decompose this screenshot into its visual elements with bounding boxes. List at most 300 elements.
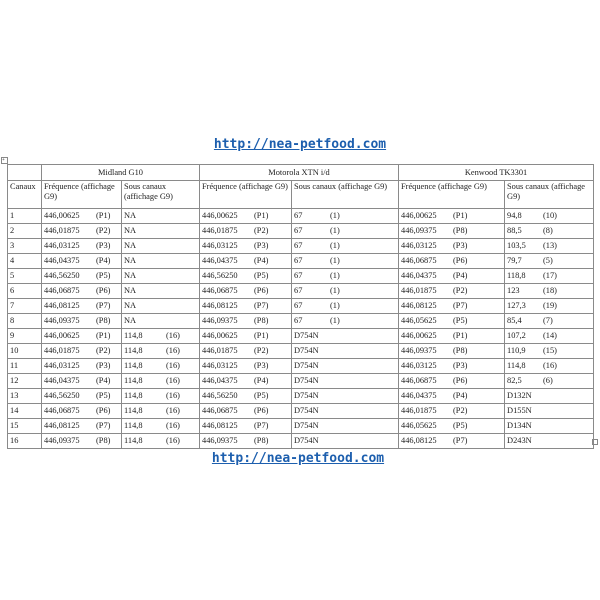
cell-kenwood-sub-ks: 127,3	[507, 301, 526, 310]
cell-motorola-sub	[292, 344, 399, 359]
cell-kenwood-freq	[399, 239, 505, 254]
cell-midland-sub-msc: (16)	[166, 376, 180, 385]
cell-kenwood-freq-kf: 446,01875	[401, 286, 437, 295]
cell-motorola-freq	[200, 314, 292, 329]
cell-kenwood-freq-kp: (P4)	[453, 271, 468, 280]
cell-kenwood-sub	[505, 374, 594, 389]
cell-kenwood-sub-ksc: (15)	[543, 346, 557, 355]
cell-kenwood-freq	[399, 434, 505, 449]
cell-motorola-sub-osc: (1)	[330, 271, 340, 280]
cell-canal-c: 12	[10, 376, 19, 385]
cell-kenwood-sub-ks: 118,8	[507, 271, 526, 280]
cell-midland-sub-ms: 114,8	[124, 391, 143, 400]
cell-motorola-freq-of: 446,09375	[202, 436, 238, 445]
table-row	[8, 209, 594, 224]
cell-motorola-sub-osc: (1)	[330, 211, 340, 220]
cell-motorola-sub-os: 67	[294, 271, 303, 280]
cell-motorola-freq	[200, 329, 292, 344]
header-midland-sub: Sous canaux (affichage G9)	[122, 181, 200, 209]
cell-motorola-sub	[292, 419, 399, 434]
cell-kenwood-freq-kf: 446,03125	[401, 241, 437, 250]
cell-kenwood-sub	[505, 284, 594, 299]
cell-kenwood-sub-ks: 94,8	[507, 211, 522, 220]
cell-motorola-sub-os: 67	[294, 301, 303, 310]
cell-kenwood-sub-ks: 79,7	[507, 256, 522, 265]
table-row	[8, 419, 594, 434]
cell-canal-c: 15	[10, 421, 19, 430]
table-row	[8, 314, 594, 329]
cell-motorola-sub-osc: (1)	[330, 316, 340, 325]
table-row	[8, 299, 594, 314]
cell-midland-sub-ms: 114,8	[124, 436, 143, 445]
cell-midland-sub-ms: NA	[124, 286, 137, 295]
cell-motorola-freq	[200, 434, 292, 449]
cell-midland-freq-mp: (P3)	[96, 241, 111, 250]
cell-midland-sub	[122, 224, 200, 239]
cell-motorola-freq-of: 446,08125	[202, 301, 238, 310]
cell-kenwood-sub-ksc: (5)	[543, 256, 553, 265]
cell-motorola-freq	[200, 359, 292, 374]
cell-midland-freq-mp: (P8)	[96, 436, 111, 445]
cell-motorola-sub	[292, 269, 399, 284]
cell-kenwood-freq-kf: 446,05625	[401, 421, 437, 430]
cell-midland-sub-msc: (16)	[166, 361, 180, 370]
cell-canal-c: 13	[10, 391, 19, 400]
cell-kenwood-freq-kf: 446,00625	[401, 211, 437, 220]
cell-kenwood-freq	[399, 284, 505, 299]
cell-kenwood-sub-ks: 88,5	[507, 226, 522, 235]
cell-kenwood-freq	[399, 269, 505, 284]
cell-midland-freq-mp: (P6)	[96, 286, 111, 295]
cell-kenwood-sub-ks: 123	[507, 286, 520, 295]
header-motorola-freq: Fréquence (affichage G9)	[200, 181, 292, 209]
cell-kenwood-sub	[505, 359, 594, 374]
cell-canal-c: 6	[10, 286, 15, 295]
cell-kenwood-sub-ksc: (6)	[543, 376, 553, 385]
cell-motorola-freq-op: (P1)	[254, 211, 269, 220]
cell-kenwood-sub-ks: D155N	[507, 406, 532, 415]
cell-kenwood-freq-kf: 446,04375	[401, 271, 437, 280]
cell-canal-c: 5	[10, 271, 15, 280]
cell-motorola-sub	[292, 284, 399, 299]
cell-kenwood-freq-kp: (P7)	[453, 301, 468, 310]
cell-motorola-sub-os: 67	[294, 316, 303, 325]
cell-kenwood-sub-ks: 107,2	[507, 331, 526, 340]
cell-motorola-freq-op: (P2)	[254, 226, 269, 235]
cell-midland-sub-ms: 114,8	[124, 361, 143, 370]
cell-midland-freq	[42, 224, 122, 239]
cell-midland-freq-mp: (P7)	[96, 421, 111, 430]
cell-motorola-freq	[200, 419, 292, 434]
cell-kenwood-freq-kp: (P5)	[453, 316, 468, 325]
cell-motorola-freq-of: 446,04375	[202, 376, 238, 385]
cell-motorola-sub-os: D754N	[294, 436, 319, 445]
cell-kenwood-freq	[399, 329, 505, 344]
cell-kenwood-sub	[505, 254, 594, 269]
cell-midland-freq-mf: 446,56250	[44, 271, 80, 280]
cell-midland-sub-ms: 114,8	[124, 346, 143, 355]
cell-canal	[8, 224, 42, 239]
cell-midland-sub	[122, 284, 200, 299]
cell-midland-freq-mp: (P2)	[96, 346, 111, 355]
cell-midland-freq-mf: 446,03125	[44, 241, 80, 250]
cell-motorola-sub	[292, 254, 399, 269]
cell-midland-freq-mf: 446,03125	[44, 361, 80, 370]
cell-midland-freq-mp: (P1)	[96, 211, 111, 220]
url-link-bottom[interactable]: http://nea-petfood.com	[211, 451, 385, 466]
cell-canal-c: 9	[10, 331, 15, 340]
table-row	[8, 359, 594, 374]
cell-kenwood-sub	[505, 239, 594, 254]
cell-kenwood-freq-kp: (P3)	[453, 241, 468, 250]
cell-motorola-sub-os: D754N	[294, 421, 319, 430]
corner-cell	[8, 165, 42, 181]
cell-motorola-sub	[292, 299, 399, 314]
cell-midland-freq	[42, 434, 122, 449]
cell-canal	[8, 404, 42, 419]
cell-midland-sub	[122, 329, 200, 344]
cell-motorola-freq-of: 446,56250	[202, 271, 238, 280]
cell-motorola-sub-os: D754N	[294, 406, 319, 415]
cell-motorola-freq	[200, 269, 292, 284]
cell-motorola-freq-op: (P8)	[254, 436, 269, 445]
cell-motorola-sub	[292, 209, 399, 224]
cell-midland-sub-ms: NA	[124, 256, 137, 265]
cell-canal-c: 16	[10, 436, 19, 445]
cell-kenwood-sub-ksc: (10)	[543, 211, 557, 220]
cell-motorola-sub	[292, 239, 399, 254]
brand-row	[8, 165, 594, 181]
cell-midland-sub-ms: NA	[124, 316, 137, 325]
cell-midland-sub	[122, 359, 200, 374]
cell-midland-freq-mf: 446,09375	[44, 316, 80, 325]
cell-canal-c: 14	[10, 406, 19, 415]
cell-motorola-sub-os: 67	[294, 286, 303, 295]
cell-motorola-freq-of: 446,04375	[202, 256, 238, 265]
cell-kenwood-sub-ks: 114,8	[507, 361, 526, 370]
cell-midland-sub-ms: 114,8	[124, 406, 143, 415]
table-row	[8, 239, 594, 254]
cell-canal-c: 1	[10, 211, 15, 220]
cell-kenwood-freq-kp: (P6)	[453, 256, 468, 265]
cell-kenwood-freq-kf: 446,04375	[401, 391, 437, 400]
table-move-handle-icon[interactable]: +	[1, 157, 8, 164]
cell-kenwood-sub-ks: 82,5	[507, 376, 522, 385]
cell-motorola-freq-op: (P1)	[254, 331, 269, 340]
header-row	[8, 181, 594, 209]
cell-motorola-sub-os: 67	[294, 211, 303, 220]
cell-canal-c: 11	[10, 361, 19, 370]
cell-canal	[8, 254, 42, 269]
cell-kenwood-freq	[399, 374, 505, 389]
cell-kenwood-freq-kp: (P8)	[453, 346, 468, 355]
cell-midland-sub	[122, 209, 200, 224]
cell-midland-freq-mf: 446,09375	[44, 436, 80, 445]
cell-midland-freq	[42, 314, 122, 329]
cell-midland-freq-mf: 446,04375	[44, 256, 80, 265]
cell-canal-c: 8	[10, 316, 15, 325]
cell-kenwood-freq-kf: 446,03125	[401, 361, 437, 370]
cell-motorola-freq-op: (P7)	[254, 421, 269, 430]
cell-motorola-freq-of: 446,06875	[202, 406, 238, 415]
cell-kenwood-sub	[505, 389, 594, 404]
brand-midland: Midland G10	[42, 165, 200, 181]
cell-motorola-freq-of: 446,00625	[202, 211, 238, 220]
cell-kenwood-sub	[505, 299, 594, 314]
cell-midland-freq-mp: (P5)	[96, 391, 111, 400]
cell-midland-sub-ms: NA	[124, 301, 137, 310]
cell-kenwood-sub-ksc: (18)	[543, 286, 557, 295]
table-row	[8, 329, 594, 344]
header-midland-freq: Fréquence (affichage G9)	[42, 181, 122, 209]
cell-midland-sub-ms: 114,8	[124, 376, 143, 385]
cell-canal	[8, 359, 42, 374]
cell-kenwood-sub	[505, 224, 594, 239]
cell-midland-freq-mf: 446,06875	[44, 406, 80, 415]
cell-canal-c: 10	[10, 346, 19, 355]
cell-kenwood-sub	[505, 269, 594, 284]
brand-kenwood: Kenwood TK3301	[399, 165, 594, 181]
cell-kenwood-freq-kp: (P4)	[453, 391, 468, 400]
cell-midland-freq-mp: (P5)	[96, 271, 111, 280]
cell-motorola-sub	[292, 359, 399, 374]
cell-canal	[8, 269, 42, 284]
cell-midland-sub-ms: 114,8	[124, 421, 143, 430]
cell-motorola-freq-op: (P3)	[254, 361, 269, 370]
header-canaux: Canaux	[8, 181, 42, 209]
cell-midland-sub-ms: NA	[124, 271, 137, 280]
cell-motorola-sub	[292, 224, 399, 239]
cell-motorola-sub	[292, 404, 399, 419]
table-row	[8, 224, 594, 239]
cell-kenwood-freq	[399, 389, 505, 404]
cell-midland-sub-ms: NA	[124, 241, 137, 250]
cell-kenwood-freq	[399, 404, 505, 419]
cell-canal-c: 3	[10, 241, 15, 250]
cell-kenwood-freq-kf: 446,08125	[401, 436, 437, 445]
cell-canal-c: 4	[10, 256, 15, 265]
cell-motorola-freq	[200, 389, 292, 404]
cell-motorola-freq-op: (P6)	[254, 406, 269, 415]
cell-canal	[8, 299, 42, 314]
url-link-top[interactable]: http://nea-petfood.com	[213, 137, 387, 152]
cell-midland-freq	[42, 209, 122, 224]
cell-midland-sub-msc: (16)	[166, 391, 180, 400]
cell-midland-freq-mf: 446,00625	[44, 331, 80, 340]
cell-canal	[8, 344, 42, 359]
cell-kenwood-sub-ksc: (16)	[543, 361, 557, 370]
cell-midland-freq-mf: 446,06875	[44, 286, 80, 295]
table-row	[8, 434, 594, 449]
cell-motorola-freq-of: 446,06875	[202, 286, 238, 295]
cell-midland-sub	[122, 314, 200, 329]
cell-midland-sub-msc: (16)	[166, 436, 180, 445]
cell-midland-freq	[42, 344, 122, 359]
cell-canal	[8, 239, 42, 254]
cell-kenwood-freq-kp: (P5)	[453, 421, 468, 430]
cell-motorola-freq-of: 446,09375	[202, 316, 238, 325]
cell-motorola-sub	[292, 374, 399, 389]
cell-canal-c: 2	[10, 226, 15, 235]
cell-kenwood-freq	[399, 419, 505, 434]
cell-kenwood-freq-kp: (P1)	[453, 211, 468, 220]
cell-midland-freq-mp: (P4)	[96, 256, 111, 265]
cell-midland-freq	[42, 269, 122, 284]
cell-midland-freq-mp: (P3)	[96, 361, 111, 370]
table-resize-handle-icon[interactable]	[592, 439, 598, 445]
cell-midland-sub	[122, 254, 200, 269]
cell-midland-freq	[42, 404, 122, 419]
cell-midland-sub	[122, 404, 200, 419]
cell-midland-freq	[42, 299, 122, 314]
cell-kenwood-sub-ksc: (7)	[543, 316, 553, 325]
cell-kenwood-freq-kp: (P1)	[453, 331, 468, 340]
cell-kenwood-sub-ksc: (13)	[543, 241, 557, 250]
cell-midland-freq-mp: (P1)	[96, 331, 111, 340]
cell-motorola-sub-os: D754N	[294, 331, 319, 340]
cell-kenwood-freq	[399, 209, 505, 224]
cell-motorola-freq-op: (P4)	[254, 256, 269, 265]
cell-kenwood-sub-ksc: (8)	[543, 226, 553, 235]
cell-kenwood-freq	[399, 254, 505, 269]
cell-kenwood-freq-kf: 446,00625	[401, 331, 437, 340]
cell-midland-freq-mf: 446,08125	[44, 301, 80, 310]
cell-motorola-freq	[200, 284, 292, 299]
cell-kenwood-freq-kp: (P7)	[453, 436, 468, 445]
table-row	[8, 344, 594, 359]
cell-motorola-freq	[200, 239, 292, 254]
cell-motorola-sub-os: D754N	[294, 361, 319, 370]
cell-kenwood-freq-kf: 446,09375	[401, 346, 437, 355]
table-row	[8, 284, 594, 299]
cell-motorola-freq-of: 446,03125	[202, 361, 238, 370]
cell-motorola-freq-op: (P5)	[254, 391, 269, 400]
cell-midland-freq-mf: 446,08125	[44, 421, 80, 430]
cell-midland-sub-msc: (16)	[166, 421, 180, 430]
cell-kenwood-freq	[399, 344, 505, 359]
cell-canal	[8, 314, 42, 329]
cell-midland-freq	[42, 284, 122, 299]
cell-motorola-freq	[200, 344, 292, 359]
cell-motorola-freq-op: (P5)	[254, 271, 269, 280]
cell-midland-freq-mf: 446,01875	[44, 226, 80, 235]
cell-midland-sub	[122, 239, 200, 254]
cell-midland-freq	[42, 254, 122, 269]
cell-motorola-sub-os: 67	[294, 256, 303, 265]
cell-midland-freq	[42, 359, 122, 374]
cell-midland-sub-ms: NA	[124, 226, 137, 235]
table-row	[8, 374, 594, 389]
cell-midland-freq-mp: (P8)	[96, 316, 111, 325]
cell-kenwood-freq	[399, 299, 505, 314]
cell-kenwood-sub-ks: D243N	[507, 436, 532, 445]
cell-motorola-freq	[200, 254, 292, 269]
cell-kenwood-sub	[505, 419, 594, 434]
cell-midland-freq	[42, 419, 122, 434]
cell-motorola-freq	[200, 404, 292, 419]
cell-motorola-sub-osc: (1)	[330, 226, 340, 235]
cell-kenwood-sub-ksc: (19)	[543, 301, 557, 310]
cell-kenwood-sub	[505, 209, 594, 224]
table-row	[8, 404, 594, 419]
cell-midland-sub	[122, 419, 200, 434]
cell-motorola-freq	[200, 374, 292, 389]
cell-motorola-sub-osc: (1)	[330, 286, 340, 295]
cell-motorola-sub-os: 67	[294, 241, 303, 250]
cell-midland-freq	[42, 389, 122, 404]
cell-motorola-freq-of: 446,56250	[202, 391, 238, 400]
frequency-table	[7, 164, 594, 449]
cell-motorola-sub	[292, 434, 399, 449]
cell-motorola-freq	[200, 299, 292, 314]
cell-midland-freq-mf: 446,01875	[44, 346, 80, 355]
cell-midland-freq	[42, 374, 122, 389]
cell-motorola-sub-os: D754N	[294, 346, 319, 355]
cell-kenwood-freq-kp: (P3)	[453, 361, 468, 370]
cell-midland-sub	[122, 434, 200, 449]
cell-midland-sub-msc: (16)	[166, 346, 180, 355]
cell-motorola-sub-os: D754N	[294, 376, 319, 385]
cell-midland-sub	[122, 269, 200, 284]
cell-midland-freq	[42, 329, 122, 344]
cell-motorola-sub-osc: (1)	[330, 256, 340, 265]
cell-kenwood-freq	[399, 224, 505, 239]
table-row	[8, 254, 594, 269]
cell-motorola-freq-op: (P2)	[254, 346, 269, 355]
cell-kenwood-sub	[505, 434, 594, 449]
cell-motorola-freq-op: (P3)	[254, 241, 269, 250]
cell-canal	[8, 329, 42, 344]
cell-canal	[8, 389, 42, 404]
cell-midland-sub-ms: 114,8	[124, 331, 143, 340]
cell-motorola-sub-osc: (1)	[330, 301, 340, 310]
cell-midland-freq-mf: 446,04375	[44, 376, 80, 385]
cell-midland-freq-mp: (P4)	[96, 376, 111, 385]
cell-motorola-sub	[292, 389, 399, 404]
cell-kenwood-freq-kp: (P2)	[453, 406, 468, 415]
cell-motorola-freq-op: (P8)	[254, 316, 269, 325]
cell-canal	[8, 419, 42, 434]
cell-kenwood-freq-kf: 446,05625	[401, 316, 437, 325]
cell-kenwood-freq	[399, 359, 505, 374]
cell-kenwood-sub-ks: 103,5	[507, 241, 526, 250]
cell-motorola-freq-op: (P6)	[254, 286, 269, 295]
cell-motorola-sub	[292, 329, 399, 344]
cell-kenwood-freq	[399, 314, 505, 329]
cell-kenwood-freq-kf: 446,06875	[401, 256, 437, 265]
cell-motorola-sub-osc: (1)	[330, 241, 340, 250]
cell-motorola-freq	[200, 209, 292, 224]
cell-kenwood-sub	[505, 404, 594, 419]
cell-midland-freq-mf: 446,00625	[44, 211, 80, 220]
cell-motorola-freq-of: 446,08125	[202, 421, 238, 430]
cell-midland-sub	[122, 374, 200, 389]
cell-midland-sub-msc: (16)	[166, 331, 180, 340]
cell-kenwood-freq-kf: 446,01875	[401, 406, 437, 415]
cell-kenwood-freq-kf: 446,08125	[401, 301, 437, 310]
cell-kenwood-sub-ks: D132N	[507, 391, 532, 400]
cell-motorola-freq-op: (P7)	[254, 301, 269, 310]
cell-midland-freq-mf: 446,56250	[44, 391, 80, 400]
cell-kenwood-freq-kf: 446,06875	[401, 376, 437, 385]
cell-canal	[8, 374, 42, 389]
cell-kenwood-freq-kp: (P6)	[453, 376, 468, 385]
cell-kenwood-sub-ksc: (14)	[543, 331, 557, 340]
cell-kenwood-freq-kp: (P8)	[453, 226, 468, 235]
brand-motorola: Motorola XTN i/d	[200, 165, 399, 181]
cell-midland-sub	[122, 389, 200, 404]
cell-kenwood-sub-ks: D134N	[507, 421, 532, 430]
